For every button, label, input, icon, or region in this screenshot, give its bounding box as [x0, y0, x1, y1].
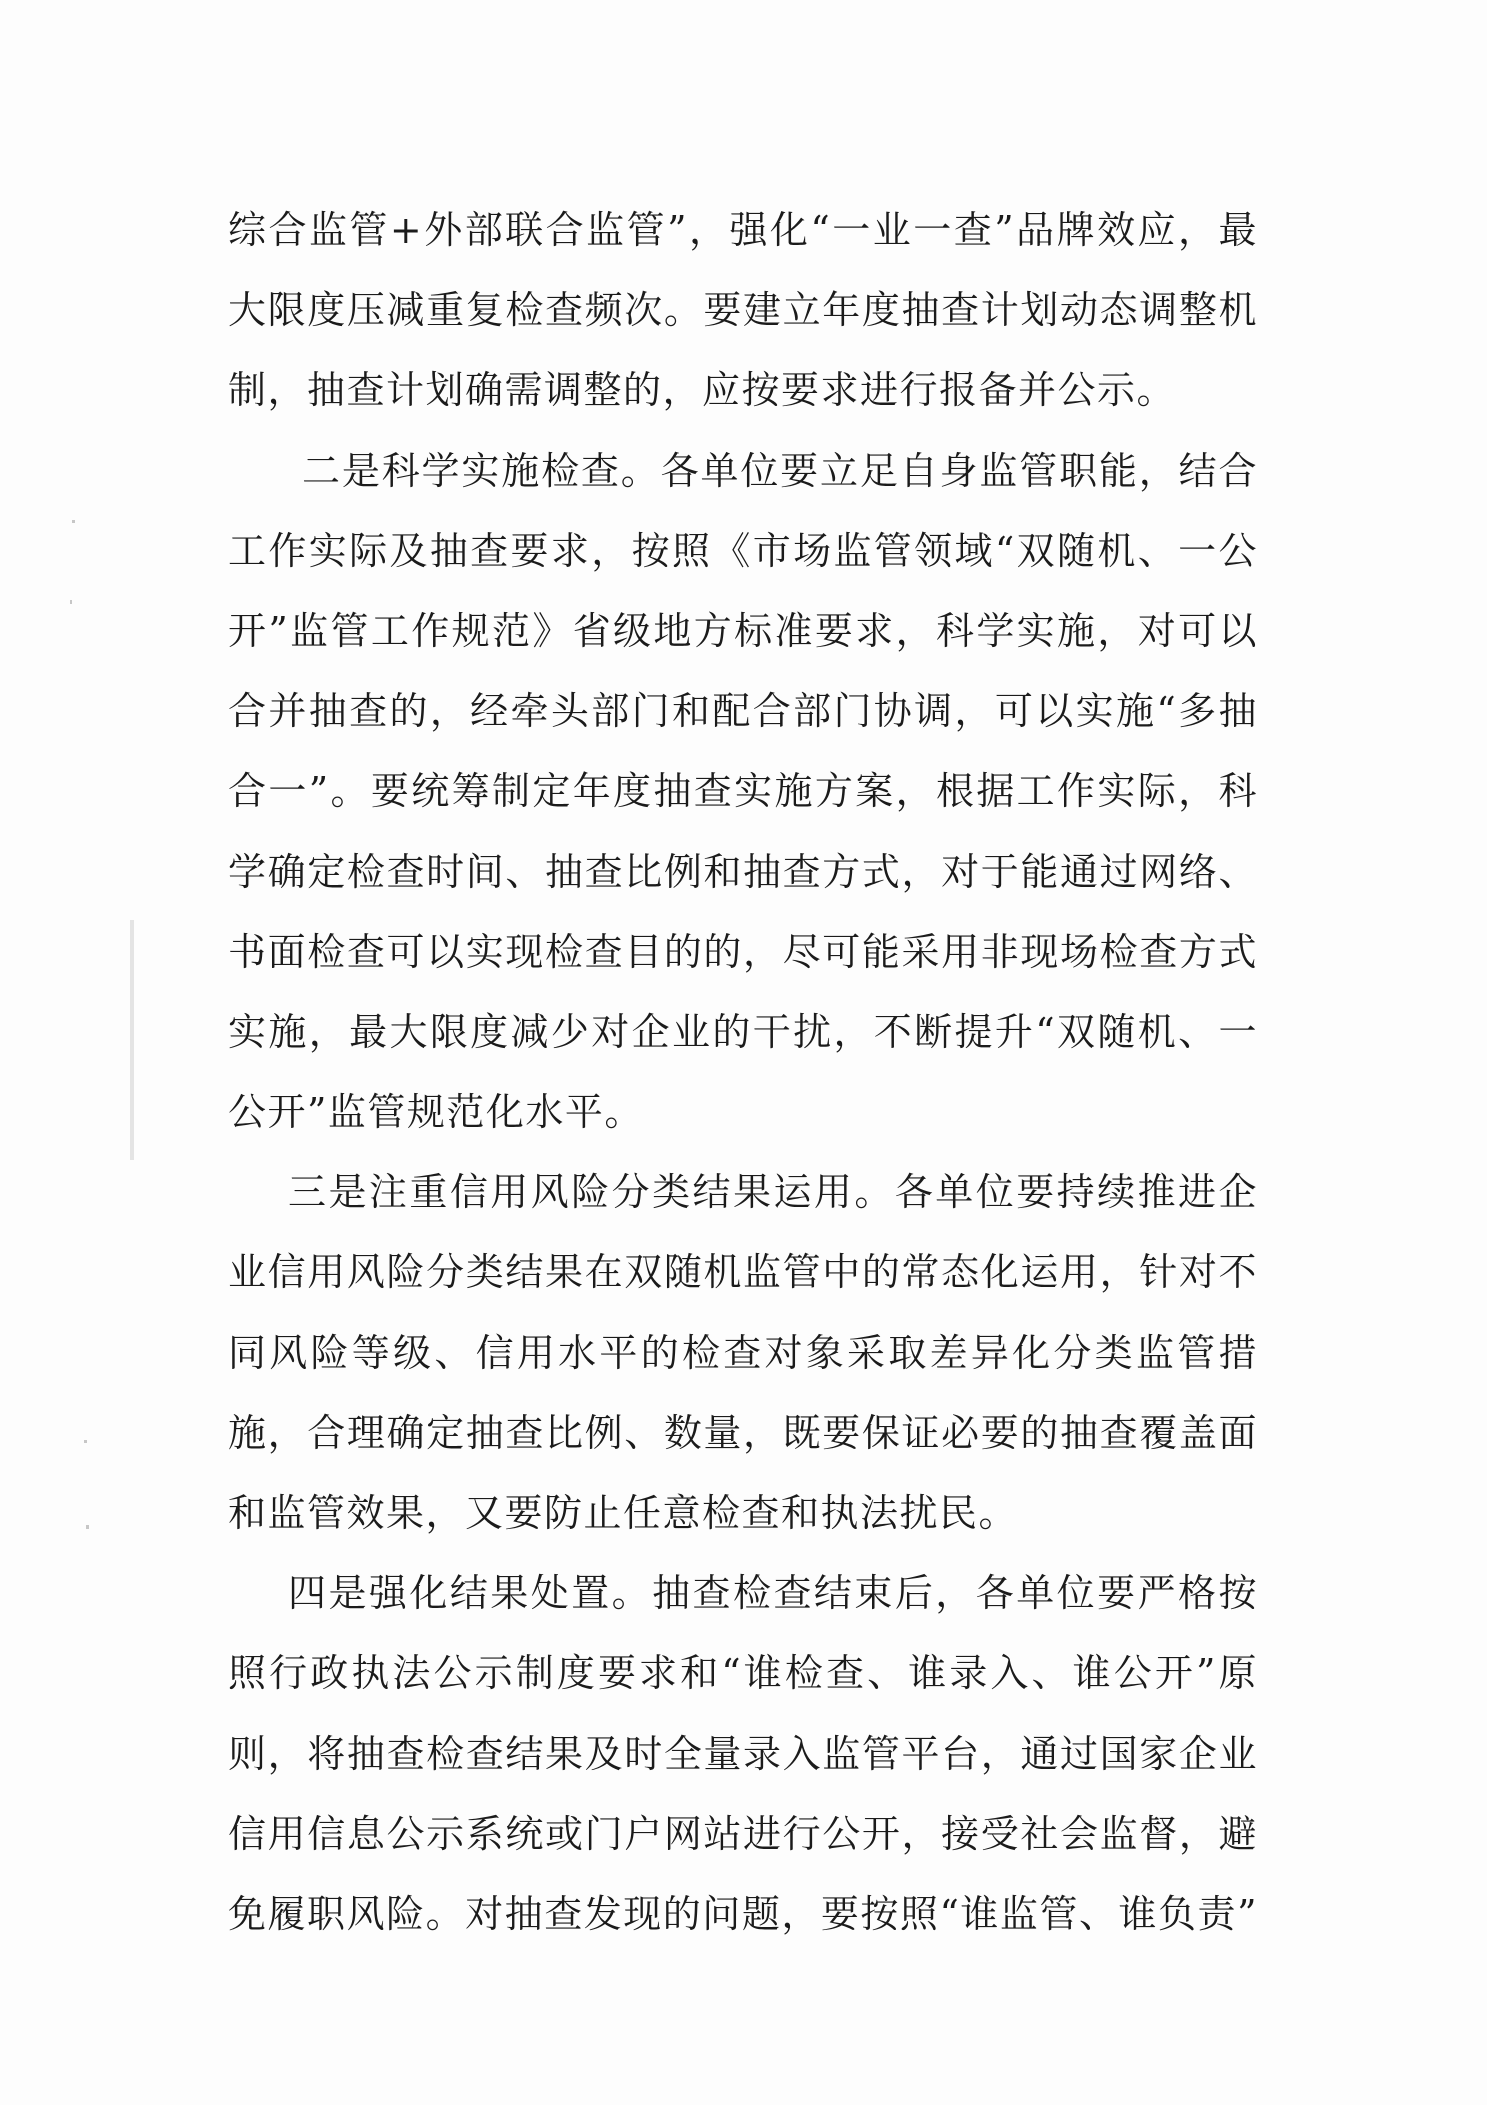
paragraph-heading-line: 四是强化结果处置。抽查检查结束后，各单位要严格按: [288, 1571, 1258, 1616]
text-line: 照行政执法公示制度要求和“谁检查、谁录入、谁公开”原: [228, 1651, 1258, 1696]
text-line: 书面检查可以实现检查目的的，尽可能采用非现场检查方式: [228, 929, 1258, 974]
paragraph-heading-line: 二是科学实施检查。各单位要立足自身监管职能，结合: [302, 448, 1258, 493]
scan-streak: [130, 920, 134, 1160]
scan-speck: [86, 1525, 89, 1529]
text-line: 施，合理确定抽查比例、数量，既要保证必要的抽查覆盖面: [228, 1410, 1258, 1455]
text-line: 学确定检查时间、抽查比例和抽查方式，对于能通过网络、: [228, 849, 1258, 894]
text-line: 免履职风险。对抽查发现的问题，要按照“谁监管、谁负责”: [228, 1891, 1258, 1936]
scan-speck: [72, 520, 75, 523]
text-line: 信用信息公示系统或门户网站进行公开，接受社会监督，避: [228, 1811, 1258, 1856]
text-line: 合并抽查的，经牵头部门和配合部门协调，可以实施“多抽: [228, 689, 1258, 734]
text-line: 公开”监管规范化水平。: [228, 1090, 644, 1135]
document-body: [228, 190, 1258, 1954]
text-line: 则，将抽查检查结果及时全量录入监管平台，通过国家企业: [228, 1731, 1258, 1776]
text-line: 合一”。要统筹制定年度抽查实施方案，根据工作实际，科: [228, 769, 1258, 814]
paragraph-heading-line: 三是注重信用风险分类结果运用。各单位要持续推进企: [288, 1170, 1258, 1215]
text-line: 同风险等级、信用水平的检查对象采取差异化分类监管措: [228, 1330, 1258, 1375]
scan-speck: [84, 1440, 87, 1443]
text-line: 业信用风险分类结果在双随机监管中的常态化运用，针对不: [228, 1250, 1258, 1295]
scan-speck: [70, 600, 72, 604]
text-line: 工作实际及抽查要求，按照《市场监管领域“双随机、一公: [228, 528, 1258, 573]
text-line: 综合监管+外部联合监管”，强化“一业一查”品牌效应，最: [228, 208, 1258, 252]
text-line: 和监管效果，又要防止任意检查和执法扰民。: [228, 1491, 1019, 1535]
text-line: 开”监管工作规范》省级地方标准要求，科学实施，对可以: [228, 608, 1258, 653]
text-line: 制，抽查计划确需调整的，应按要求进行报备并公示。: [228, 368, 1177, 413]
text-line: 实施，最大限度减少对企业的干扰，不断提升“双随机、一: [228, 1009, 1258, 1054]
text-line: 大限度压减重复检查频次。要建立年度抽查计划动态调整机: [228, 288, 1258, 333]
